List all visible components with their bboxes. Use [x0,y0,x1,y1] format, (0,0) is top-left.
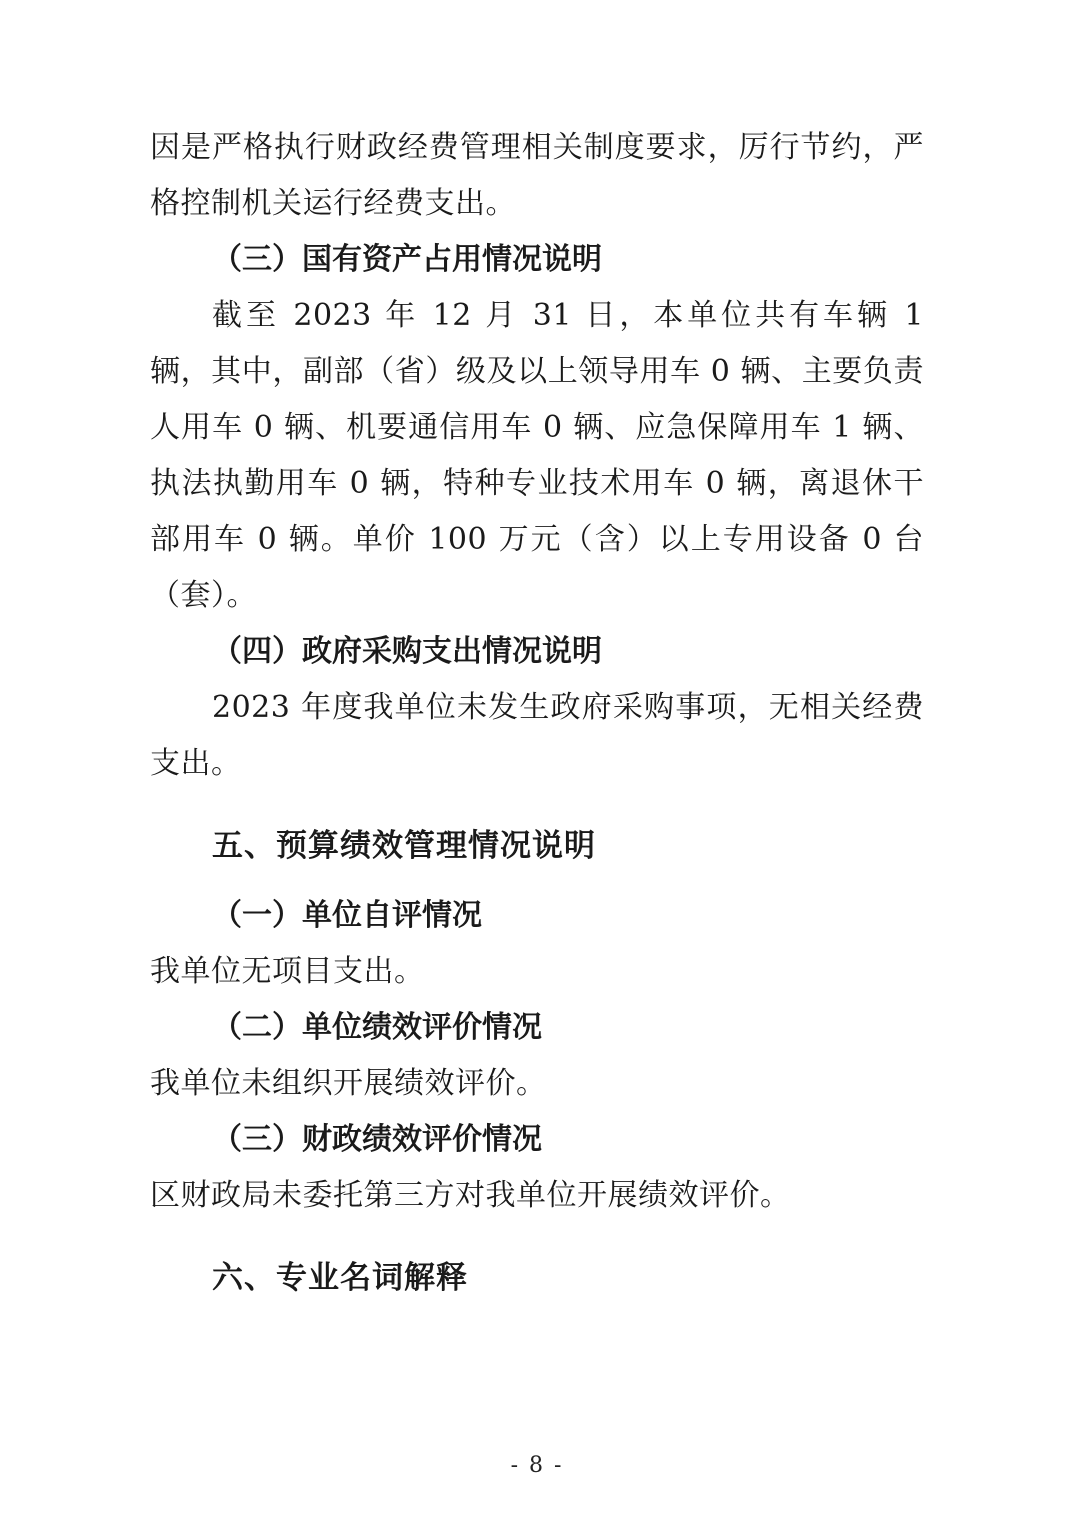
heading-section-five: 五、预算绩效管理情况说明 [212,828,596,864]
paragraph-procurement: 2023 年度我单位未发生政府采购事项，无相关经费支出。 [150,690,924,781]
paragraph-unit-evaluation: 我单位未组织开展绩效评价。 [150,1066,547,1101]
paragraph-continued: 因是严格执行财政经费管理相关制度要求，厉行节约，严格控制机关运行经费支出。 [150,130,924,221]
heading-procurement: （四）政府采购支出情况说明 [212,634,602,669]
spacer [150,1224,924,1250]
heading-self-evaluation: （一）单位自评情况 [212,898,482,933]
paragraph-self-evaluation: 我单位无项目支出。 [150,954,425,989]
heading-finance-evaluation: （三）财政绩效评价情况 [212,1122,542,1157]
paragraph-state-assets: 截至 2023 年 12 月 31 日，本单位共有车辆 1 辆，其中，副部（省）级及以上领导用车 0 辆、主要负责人用车 0 辆、机要通信用车 0 辆、应急保障用车 1 辆、执法执勤用车 0 辆，特种专业技术用车 0 辆，离退休干部用车 0 辆。单价 100 万元（含）以上专用设备 0 台（套）。 [150,298,924,613]
heading-state-assets: （三）国有资产占用情况说明 [212,242,602,277]
paragraph-finance-evaluation: 区财政局未委托第三方对我单位开展绩效评价。 [150,1178,791,1213]
spacer [150,874,924,888]
spacer [150,792,924,818]
heading-section-six: 六、专业名词解释 [212,1260,468,1296]
page-number-footer: - 8 - [510,1453,564,1478]
heading-unit-evaluation: （二）单位绩效评价情况 [212,1010,542,1045]
